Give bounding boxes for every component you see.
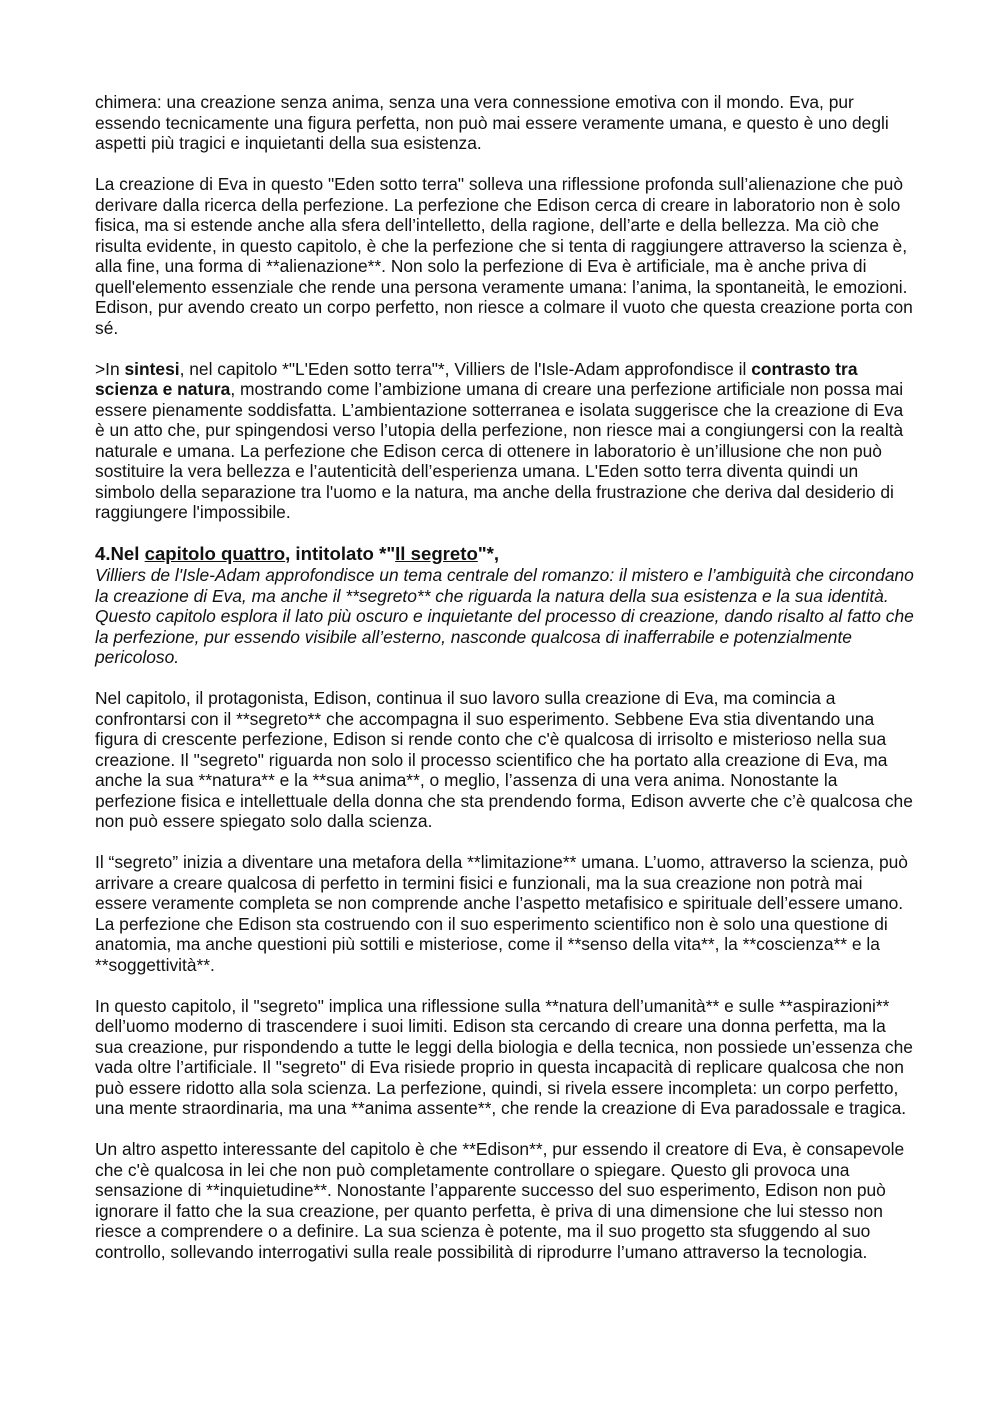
sintesi-mid: , nel capitolo *"L'Eden sotto terra"*, Villiers de l'Isle-Adam approfondisce il (179, 358, 752, 379)
paragraph-inquietudine: Un altro aspetto interessante del capitolo è che **Edison**, pur essendo il creatore di Eva, è consapevole che c'è qualcosa in lei che non può completamente controllare o spiegare. Questo gli provoca una sensazione di **inquietudine**. Nonostante l’apparente successo del suo esperimento, Edison non può ignorare il fatto che la sua creazione, per quanto perfetta, è priva di una dimensione che lui stesso non riesce a comprendere o a definire. La sua scienza è potente, ma il suo progetto sta sfuggendo al suo controllo, sollevando interrogativi sulla reale possibilità di riprodurre l’umano attraverso la tecnologia. (95, 1139, 905, 1262)
sintesi-bold: sintesi (124, 358, 180, 379)
chapter-heading (95, 543, 915, 565)
paragraph-sintesi (95, 359, 915, 523)
il-segreto-link[interactable]: Il segreto (395, 543, 478, 564)
paragraph-limitazione: Il “segreto” inizia a diventare una metafora della **limitazione** umana. L’uomo, attraverso la scienza, può arrivare a creare qualcosa di perfetto in termini fisici e funzionali, ma la sua creazione non potrà mai essere veramente completa se non comprende anche l’aspetto metafisico e spirituale dell’essere umano. La perfezione che Edison sta costruendo con il suo esperimento scientifico non è solo una questione di anatomia, ma anche questioni più sottili e misteriose, come il **senso della vita**, la **coscienza** e la **soggettività**. (95, 852, 908, 975)
document-page (95, 92, 915, 1283)
heading-prefix: 4.Nel (95, 543, 145, 564)
heading-mid: , intitolato *" (285, 543, 396, 564)
sintesi-prefix: >In (95, 358, 125, 379)
paragraph-umanita: In questo capitolo, il "segreto" implica una riflessione sulla **natura dell’umanità** e sulle **aspirazioni** dell’uomo moderno di trascendere i suoi limiti. Edison sta cercando di creare una donna perfetta, ma la sua creazione, pur rispondendo a tutte le leggi della biologia e della tecnica, non possiede un’essenza che vada oltre l’artificiale. Il "segreto" di Eva risiede proprio in questa incapacità di replicare qualcosa che non può essere ridotto alla sola scienza. La perfezione, quindi, si rivela essere incompleta: un corpo perfetto, una mente straordinaria, ma una **anima assente**, che rende la creazione di Eva paradossale e tragica. (95, 995, 913, 1118)
heading-suffix: "*, (477, 543, 500, 564)
capitolo-quattro-link[interactable]: capitolo quattro (144, 543, 286, 564)
paragraph-alienazione: La creazione di Eva in questo "Eden sotto terra" solleva una riflessione profonda sull’alienazione che può derivare dalla ricerca della perfezione. La perfezione che Edison cerca di creare in laboratorio non è solo fisica, ma si estende anche alla sfera dell’intelletto, della ragione, dell’arte e della bellezza. Ma ciò che risulta evidente, in questo capitolo, è che la perfezione che si tenta di raggiungere attraverso la scienza è, alla fine, una forma di **alienazione**. Non solo la perfezione di Eva è artificiale, ma è anche priva di quell'elemento essenziale che rende una persona veramente umana: l’anima, la spontaneità, le emozioni. Edison, pur avendo creato un corpo perfetto, non riesce a colmare il vuoto che questa creazione porta con sé. (95, 174, 913, 338)
contrasto-bold: contrasto tra scienza e natura (95, 358, 858, 399)
sintesi-rest: , mostrando come l’ambizione umana di creare una perfezione artificiale non possa mai essere pienamente soddisfatta. L’ambientazione sotterranea e isolata suggerisce che la creazione di Eva è un atto che, pur spingendosi verso l’utopia della perfezione, non riesce mai a congiungersi con la realtà naturale e umana. La perfezione che Edison cerca di ottenere in laboratorio è un’illusione che non può sostituire la vera bellezza e l’autenticità dell’esperienza umana. L'Eden sotto terra diventa quindi un simbolo della separazione tra l'uomo e la natura, ma anche della frustrazione che deriva dal desiderio di raggiungere l'impossibile. (95, 379, 904, 522)
paragraph-chimera: chimera: una creazione senza anima, senza una vera connessione emotiva con il mondo. Eva, pur essendo tecnicamente una figura perfetta, non può mai essere veramente umana, e questo è uno degli aspetti più tragici e inquietanti della sua esistenza. (95, 92, 889, 153)
chapter-intro: Villiers de l'Isle-Adam approfondisce un tema centrale del romanzo: il mistero e l’ambiguità che circondano la creazione di Eva, ma anche il **segreto** che riguarda la natura della sua esistenza e la sua identità. Questo capitolo esplora il lato più oscuro e inquietante del processo di creazione, dando risalto al fatto che la perfezione, pur essendo visibile all’esterno, nasconde qualcosa di inafferrabile e potenzialmente pericoloso. (95, 565, 914, 667)
paragraph-protagonista: Nel capitolo, il protagonista, Edison, continua il suo lavoro sulla creazione di Eva, ma comincia a confrontarsi con il **segreto** che accompagna il suo esperimento. Sebbene Eva stia diventando una figura di crescente perfezione, Edison si rende conto che c'è qualcosa di irrisolto e misterioso nella sua creazione. Il "segreto" riguarda non solo il processo scientifico che ha portato alla creazione di Eva, ma anche la sua **natura** e la **sua anima**, o meglio, l’assenza di una vera anima. Nonostante la perfezione fisica e intellettuale della donna che sta prendendo forma, Edison avverte che c’è qualcosa che non può essere spiegato solo dalla scienza. (95, 688, 913, 831)
